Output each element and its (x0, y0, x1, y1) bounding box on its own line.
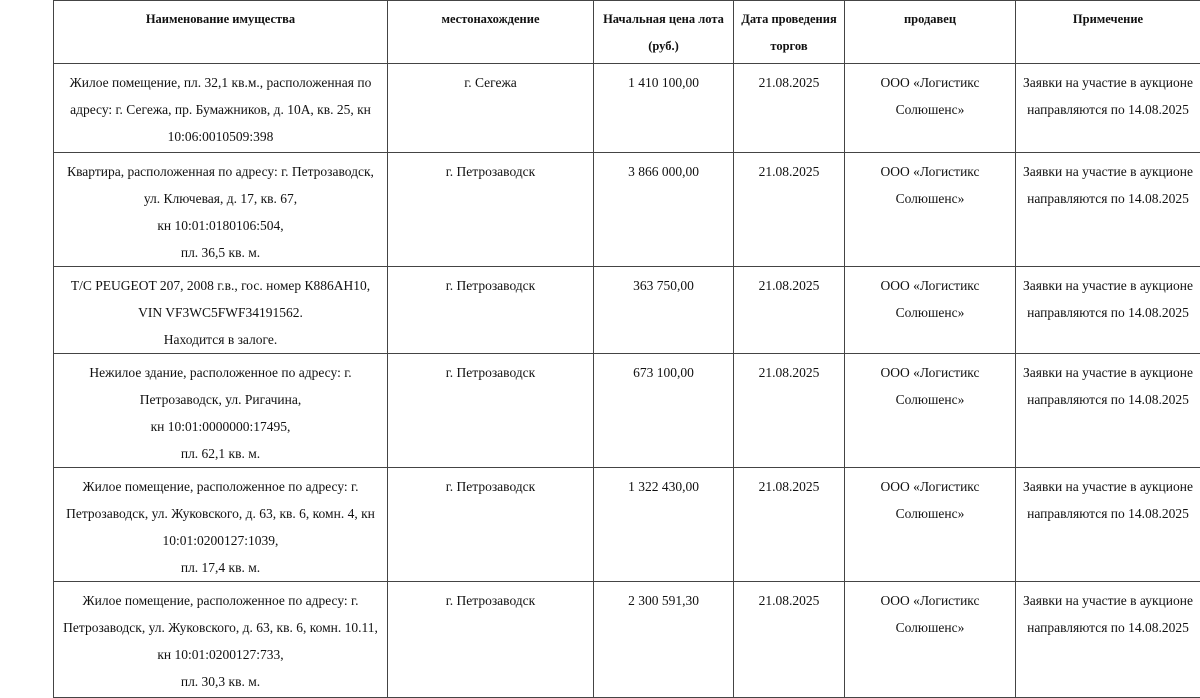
cell-name (54, 468, 388, 582)
cell-name (54, 267, 388, 354)
cell-note (1016, 267, 1200, 354)
name-line: Нежилое здание, расположенное по адресу: г. (58, 359, 383, 386)
cell-price: 363 750,00 (594, 267, 734, 354)
name-line: 10:06:0010509:398 (58, 123, 383, 150)
header-note: Примечение (1016, 1, 1200, 64)
name-line: пл. 17,4 кв. м. (58, 554, 383, 581)
name-line: пл. 30,3 кв. м. (58, 668, 383, 695)
name-line: 10:01:0200127:1039, (58, 527, 383, 554)
cell-seller (845, 468, 1016, 582)
note-line: Заявки на участие в аукционе (1020, 473, 1196, 500)
cell-seller (845, 267, 1016, 354)
header-date-line2: торгов (738, 33, 840, 60)
seller-line: ООО «Логистикс (849, 272, 1011, 299)
header-price (594, 1, 734, 64)
cell-name (54, 582, 388, 698)
header-seller: продавец (845, 1, 1016, 64)
note-line: направляются по 14.08.2025 (1020, 185, 1196, 212)
seller-line: Солюшенс» (849, 299, 1011, 326)
table-row (54, 354, 1200, 468)
seller-line: Солюшенс» (849, 500, 1011, 527)
cell-date: 21.08.2025 (734, 153, 845, 267)
name-line: Жилое помещение, расположенное по адресу: г. (58, 473, 383, 500)
name-line: Петрозаводск, ул. Жуковского, д. 63, кв. 6, комн. 4, кн (58, 500, 383, 527)
cell-name (54, 64, 388, 153)
seller-line: ООО «Логистикс (849, 587, 1011, 614)
cell-price: 673 100,00 (594, 354, 734, 468)
note-line: направляются по 14.08.2025 (1020, 299, 1196, 326)
note-line: направляются по 14.08.2025 (1020, 500, 1196, 527)
seller-line: ООО «Логистикс (849, 359, 1011, 386)
cell-date: 21.08.2025 (734, 468, 845, 582)
seller-line: Солюшенс» (849, 96, 1011, 123)
note-line: направляются по 14.08.2025 (1020, 386, 1196, 413)
seller-line: ООО «Логистикс (849, 158, 1011, 185)
seller-line: ООО «Логистикс (849, 473, 1011, 500)
name-line: адресу: г. Сегежа, пр. Бумажников, д. 10А, кв. 25, кн (58, 96, 383, 123)
table-row (54, 64, 1200, 153)
cell-price: 1 322 430,00 (594, 468, 734, 582)
cell-price: 3 866 000,00 (594, 153, 734, 267)
name-line: VIN VF3WC5FWF34191562. (58, 299, 383, 326)
table-row (54, 582, 1200, 698)
cell-note (1016, 582, 1200, 698)
name-line: кн 10:01:0200127:733, (58, 641, 383, 668)
cell-note (1016, 64, 1200, 153)
cell-name (54, 153, 388, 267)
name-line: Находится в залоге. (58, 326, 383, 353)
header-price-line2: (руб.) (598, 33, 729, 60)
cell-location: г. Петрозаводск (388, 153, 594, 267)
header-row (54, 1, 1200, 64)
seller-line: Солюшенс» (849, 386, 1011, 413)
table-row (54, 153, 1200, 267)
note-line: Заявки на участие в аукционе (1020, 69, 1196, 96)
name-line: Квартира, расположенная по адресу: г. Петрозаводск, (58, 158, 383, 185)
cell-date: 21.08.2025 (734, 64, 845, 153)
cell-seller (845, 582, 1016, 698)
cell-note (1016, 153, 1200, 267)
cell-seller (845, 354, 1016, 468)
name-line: Петрозаводск, ул. Жуковского, д. 63, кв. 6, комн. 10.11, (58, 614, 383, 641)
name-line: Петрозаводск, ул. Ригачина, (58, 386, 383, 413)
table-row (54, 267, 1200, 354)
cell-location: г. Петрозаводск (388, 354, 594, 468)
cell-location: г. Сегежа (388, 64, 594, 153)
note-line: направляются по 14.08.2025 (1020, 96, 1196, 123)
cell-seller (845, 153, 1016, 267)
table-row (54, 468, 1200, 582)
cell-date: 21.08.2025 (734, 582, 845, 698)
note-line: Заявки на участие в аукционе (1020, 359, 1196, 386)
cell-location: г. Петрозаводск (388, 582, 594, 698)
name-line: кн 10:01:0180106:504, (58, 212, 383, 239)
note-line: Заявки на участие в аукционе (1020, 158, 1196, 185)
cell-name (54, 354, 388, 468)
name-line: кн 10:01:0000000:17495, (58, 413, 383, 440)
property-table (53, 0, 1200, 698)
seller-line: ООО «Логистикс (849, 69, 1011, 96)
cell-date: 21.08.2025 (734, 267, 845, 354)
note-line: Заявки на участие в аукционе (1020, 272, 1196, 299)
header-location: местонахождение (388, 1, 594, 64)
name-line: ул. Ключевая, д. 17, кв. 67, (58, 185, 383, 212)
header-date-line1: Дата проведения (738, 6, 840, 33)
cell-price: 2 300 591,30 (594, 582, 734, 698)
cell-note (1016, 354, 1200, 468)
note-line: Заявки на участие в аукционе (1020, 587, 1196, 614)
cell-note (1016, 468, 1200, 582)
note-line: направляются по 14.08.2025 (1020, 614, 1196, 641)
header-date (734, 1, 845, 64)
header-price-line1: Начальная цена лота (598, 6, 729, 33)
name-line: Жилое помещение, пл. 32,1 кв.м., расположенная по (58, 69, 383, 96)
name-line: Т/С PEUGEOT 207, 2008 г.в., гос. номер К886АН10, (58, 272, 383, 299)
header-name: Наименование имущества (54, 1, 388, 64)
cell-location: г. Петрозаводск (388, 468, 594, 582)
seller-line: Солюшенс» (849, 614, 1011, 641)
cell-price: 1 410 100,00 (594, 64, 734, 153)
name-line: пл. 62,1 кв. м. (58, 440, 383, 467)
name-line: пл. 36,5 кв. м. (58, 239, 383, 266)
name-line: Жилое помещение, расположенное по адресу: г. (58, 587, 383, 614)
cell-seller (845, 64, 1016, 153)
cell-date: 21.08.2025 (734, 354, 845, 468)
seller-line: Солюшенс» (849, 185, 1011, 212)
cell-location: г. Петрозаводск (388, 267, 594, 354)
